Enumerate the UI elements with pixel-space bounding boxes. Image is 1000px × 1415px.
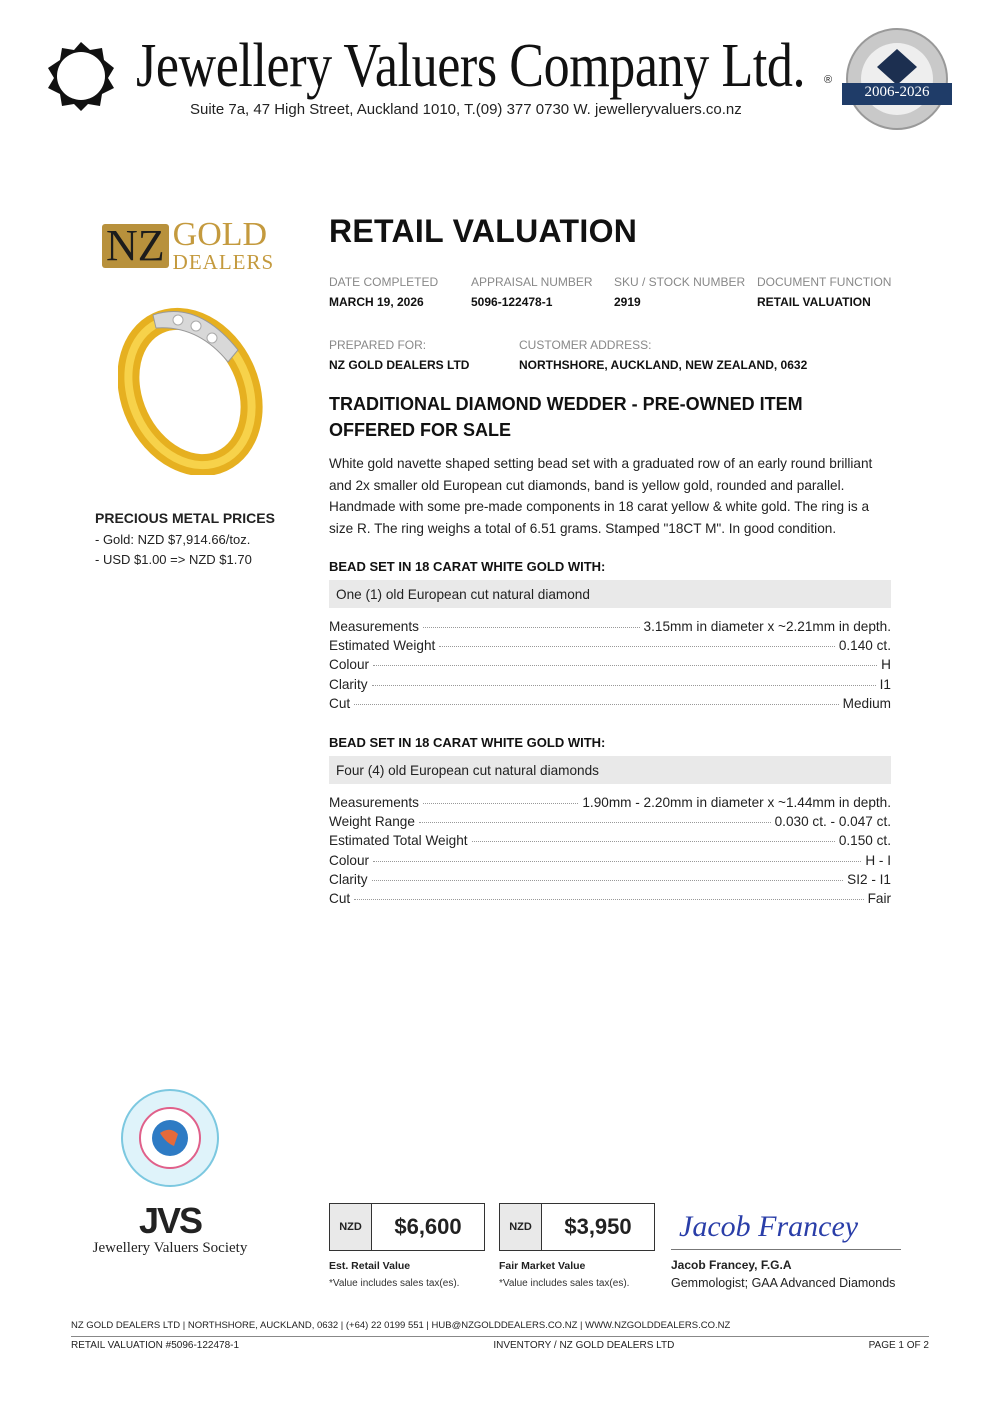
- signatory-title: Gemmologist; GAA Advanced Diamonds: [671, 1276, 896, 1290]
- dot-leader: [439, 646, 835, 647]
- spec-label: Cut: [329, 695, 351, 711]
- meta-label: DOCUMENT FUNCTION: [757, 275, 892, 289]
- ring-image: [118, 300, 268, 475]
- jvs-logo: [85, 1202, 255, 1257]
- meta-label: DATE COMPLETED: [329, 275, 439, 289]
- exchange-rate: - USD $1.00 => NZD $1.70: [95, 552, 252, 567]
- currency: NZD: [500, 1204, 542, 1250]
- spec-row: [329, 889, 891, 908]
- section-heading: BEAD SET IN 18 CARAT WHITE GOLD WITH:: [329, 559, 606, 574]
- logo-nz: NZ: [102, 224, 169, 268]
- value-label: Est. Retail Value: [329, 1260, 411, 1272]
- dot-leader: [423, 627, 640, 628]
- spec-row: [329, 812, 891, 831]
- spec-value: Medium: [842, 695, 891, 711]
- fair-market-value: [499, 1203, 655, 1289]
- spec-value: Fair: [867, 891, 891, 907]
- dot-leader: [372, 685, 876, 686]
- logo-gold: GOLD: [172, 216, 268, 253]
- meta-label: CUSTOMER ADDRESS:: [519, 338, 652, 352]
- dot-leader: [354, 899, 863, 900]
- spec-row: [329, 831, 891, 850]
- diamond-sections: [329, 559, 891, 908]
- spec-label: Colour: [329, 657, 370, 673]
- meta-appraisal: [471, 275, 593, 309]
- spec-row: [329, 870, 891, 889]
- spec-row: [329, 793, 891, 812]
- spec-value: 0.030 ct. - 0.047 ct.: [774, 814, 891, 830]
- spec-row: [329, 636, 891, 655]
- spec-label: Measurements: [329, 795, 419, 811]
- section-heading: BEAD SET IN 18 CARAT WHITE GOLD WITH:: [329, 735, 606, 751]
- value-note: *Value includes sales tax(es).: [329, 1278, 460, 1289]
- page-number: PAGE 1 OF 2: [868, 1340, 929, 1351]
- item-description: White gold navette shaped setting bead set with a graduated row of an early round brilliant and 2x smaller old European cut diamonds, band is yellow gold, rounded and parallel. Handmade with some pre-made components in 18 carat yellow & white gold. The ring is a size R. The ring weighs a total of 6.51 grams. Stamped "18CT M". In good condition.: [329, 456, 873, 536]
- diamond-section: [329, 559, 891, 713]
- meta-label: PREPARED FOR:: [329, 338, 427, 352]
- spec-label: Colour: [329, 852, 370, 868]
- spec-value: H - I: [865, 852, 891, 868]
- spec-row: [329, 694, 891, 713]
- spec-label: Weight Range: [329, 814, 415, 830]
- spec-label: Cut: [329, 891, 351, 907]
- footer-divider: [71, 1336, 929, 1337]
- section-band: Four (4) old European cut natural diamonds: [329, 756, 891, 784]
- spec-label: Clarity: [329, 676, 368, 692]
- meta-value: MARCH 19, 2026: [329, 295, 424, 309]
- diamond-section: [329, 735, 891, 908]
- company-address: Suite 7a, 47 High Street, Auckland 1010, T.(09) 377 0730 W. jewelleryvaluers.co.nz: [190, 101, 742, 118]
- spec-label: Measurements: [329, 619, 419, 634]
- dot-leader: [373, 861, 861, 862]
- customer-address: [519, 338, 807, 372]
- dot-leader: [419, 822, 771, 823]
- spec-row: [329, 675, 891, 694]
- amount: $6,600: [394, 1214, 462, 1239]
- signature: Jacob Francey: [679, 1210, 859, 1243]
- section-band: One (1) old European cut natural diamond: [329, 580, 891, 608]
- star-logo-icon: [44, 40, 118, 112]
- meta-date: [329, 275, 438, 309]
- item-title: TRADITIONAL DIAMOND WEDDER - PRE-OWNED ITEM OFFERED FOR SALE: [329, 394, 803, 440]
- spec-label: Estimated Weight: [329, 638, 436, 654]
- dot-leader: [373, 665, 877, 666]
- spec-row: [329, 655, 891, 674]
- spec-value: SI2 - I1: [847, 871, 891, 887]
- logo-dealers: DEALERS: [172, 250, 275, 274]
- meta-function: [757, 275, 891, 309]
- meta-label: SKU / STOCK NUMBER: [614, 275, 746, 289]
- dot-leader: [472, 841, 835, 842]
- nz-gold-dealers-logo: [102, 218, 274, 273]
- company-name: Jewellery Valuers Company Ltd.: [136, 32, 806, 100]
- registered-mark: ®: [824, 74, 833, 86]
- spec-value: H: [881, 657, 891, 673]
- gold-price: - Gold: NZD $7,914.66/toz.: [95, 532, 251, 547]
- value-note: *Value includes sales tax(es).: [499, 1278, 630, 1289]
- retail-value: [329, 1203, 485, 1289]
- signature-block: [671, 1208, 901, 1290]
- signatory-name: Jacob Francey, F.G.A: [671, 1258, 792, 1272]
- spec-label: Clarity: [329, 871, 368, 887]
- spec-row: [329, 851, 891, 870]
- footer-contact: NZ GOLD DEALERS LTD | NORTHSHORE, AUCKLAND, 0632 | (+64) 22 0199 551 | HUB@NZGOLDDEALERS.CO.NZ | WWW.NZGOLDDEALERS.CO.NZ: [71, 1320, 731, 1331]
- society-stamp: [120, 1088, 220, 1188]
- document-title: RETAIL VALUATION: [329, 213, 638, 249]
- value-label: Fair Market Value: [499, 1260, 586, 1272]
- dot-leader: [372, 880, 844, 881]
- spec-value: 0.150 ct.: [838, 833, 891, 849]
- spec-value: 1.90mm - 2.20mm in diameter x ~1.44mm in depth.: [582, 795, 891, 811]
- dot-leader: [354, 704, 838, 705]
- meta-value: NZ GOLD DEALERS LTD: [329, 358, 470, 372]
- meta-value: RETAIL VALUATION: [757, 295, 871, 309]
- meta-value: NORTHSHORE, AUCKLAND, NEW ZEALAND, 0632: [519, 358, 808, 372]
- dot-leader: [423, 803, 578, 804]
- jvs-name: Jewellery Valuers Society: [92, 1240, 248, 1256]
- footer-center: INVENTORY / NZ GOLD DEALERS LTD: [493, 1340, 675, 1351]
- meta-label: APPRAISAL NUMBER: [471, 275, 593, 289]
- footer-reference: RETAIL VALUATION #5096-122478-1: [71, 1340, 240, 1351]
- precious-metal-prices: [95, 510, 295, 572]
- prepared-for: [329, 338, 469, 372]
- spec-value: 3.15mm in diameter x ~2.21mm in depth.: [643, 619, 891, 634]
- meta-sku: [614, 275, 745, 309]
- meta-value: 2919: [614, 295, 641, 309]
- spec-value: I1: [879, 676, 891, 692]
- amount: $3,950: [564, 1214, 632, 1239]
- jvs-abbr: JVS: [138, 1200, 202, 1241]
- meta-value: 5096-122478-1: [471, 295, 553, 309]
- precious-metal-title: PRECIOUS METAL PRICES: [95, 510, 275, 526]
- seal-years: 2006-2026: [864, 84, 930, 100]
- footer-bar: [71, 1340, 929, 1351]
- spec-value: 0.140 ct.: [838, 638, 891, 654]
- anniversary-seal: [842, 27, 952, 132]
- currency: NZD: [330, 1204, 372, 1250]
- spec-row: [329, 617, 891, 636]
- spec-label: Estimated Total Weight: [329, 833, 468, 849]
